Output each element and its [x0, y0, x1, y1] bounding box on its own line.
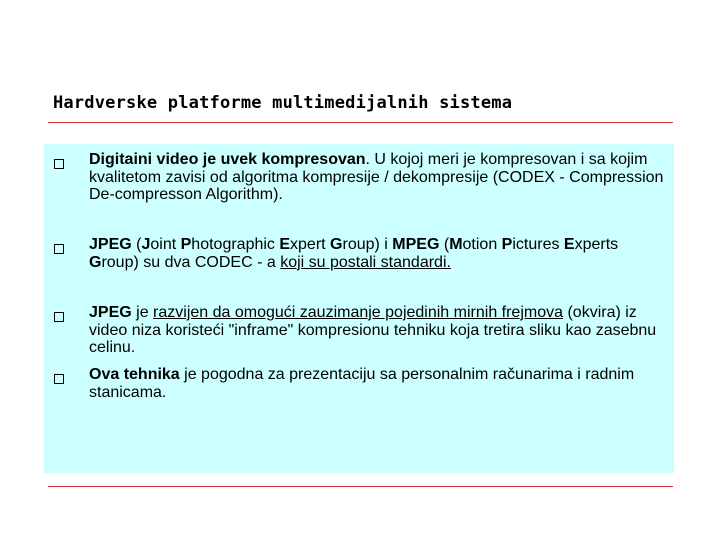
- text-run: (: [131, 236, 142, 253]
- text-run: xpert: [290, 236, 331, 253]
- text-run: Digitaini video je uvek kompresovan: [89, 151, 366, 168]
- text-run: JPEG: [89, 236, 132, 253]
- text-run: G: [89, 253, 102, 271]
- square-bullet-icon: [54, 374, 64, 384]
- text-run: Ova tehnika: [89, 366, 180, 383]
- text-run: koji su postali standardi.: [280, 253, 451, 271]
- text-run: oint: [150, 236, 181, 253]
- text-run: ictures: [512, 236, 564, 253]
- text-run: E: [279, 236, 291, 253]
- text-run: (okvira) iz video niza koristeći "inframe" kompresionu tehniku koja tretira sliku kao zasebnu celinu.: [89, 304, 657, 356]
- square-bullet-icon: [54, 159, 64, 169]
- text-run: hotographic: [191, 236, 280, 253]
- bottom-divider: [48, 486, 673, 487]
- text-run: je pogodna za prezentaciju sa personalnim računarima i radnim stanicama.: [89, 366, 635, 401]
- text-run: P: [501, 236, 513, 253]
- square-bullet-icon: [54, 244, 64, 254]
- text-run: M: [449, 236, 463, 253]
- text-run: otion: [462, 236, 502, 253]
- text-run: JPEG: [89, 304, 132, 321]
- text-run: MPEG: [392, 236, 440, 253]
- bullet-text: [89, 304, 667, 357]
- text-run: E: [563, 236, 575, 253]
- text-run: roup) i: [342, 236, 393, 253]
- bullet-text: [89, 366, 667, 401]
- bullet-text: [89, 236, 667, 271]
- content-box: [44, 144, 674, 473]
- text-run: G: [330, 236, 343, 253]
- square-bullet-icon: [54, 312, 64, 322]
- text-run: roup) su dva CODEC - a: [101, 253, 281, 271]
- text-run: J: [141, 236, 151, 253]
- text-run: je: [131, 304, 154, 321]
- text-run: razvijen da omogući zauzimanje pojedinih mirnih frejmova: [153, 304, 564, 321]
- bullet-text: [89, 151, 667, 204]
- slide-title: Hardverske platforme multimedijalnih sistema: [53, 93, 513, 113]
- text-run: . U kojoj meri je kompresovan i sa kojim kvalitetom zavisi od algoritma kompresije / dekompresije (CODEX - Compression De-compresson Algorithm).: [89, 151, 664, 203]
- text-run: P: [180, 236, 192, 253]
- text-run: (: [439, 236, 450, 253]
- text-run: xperts: [574, 236, 619, 253]
- title-divider: [48, 122, 673, 123]
